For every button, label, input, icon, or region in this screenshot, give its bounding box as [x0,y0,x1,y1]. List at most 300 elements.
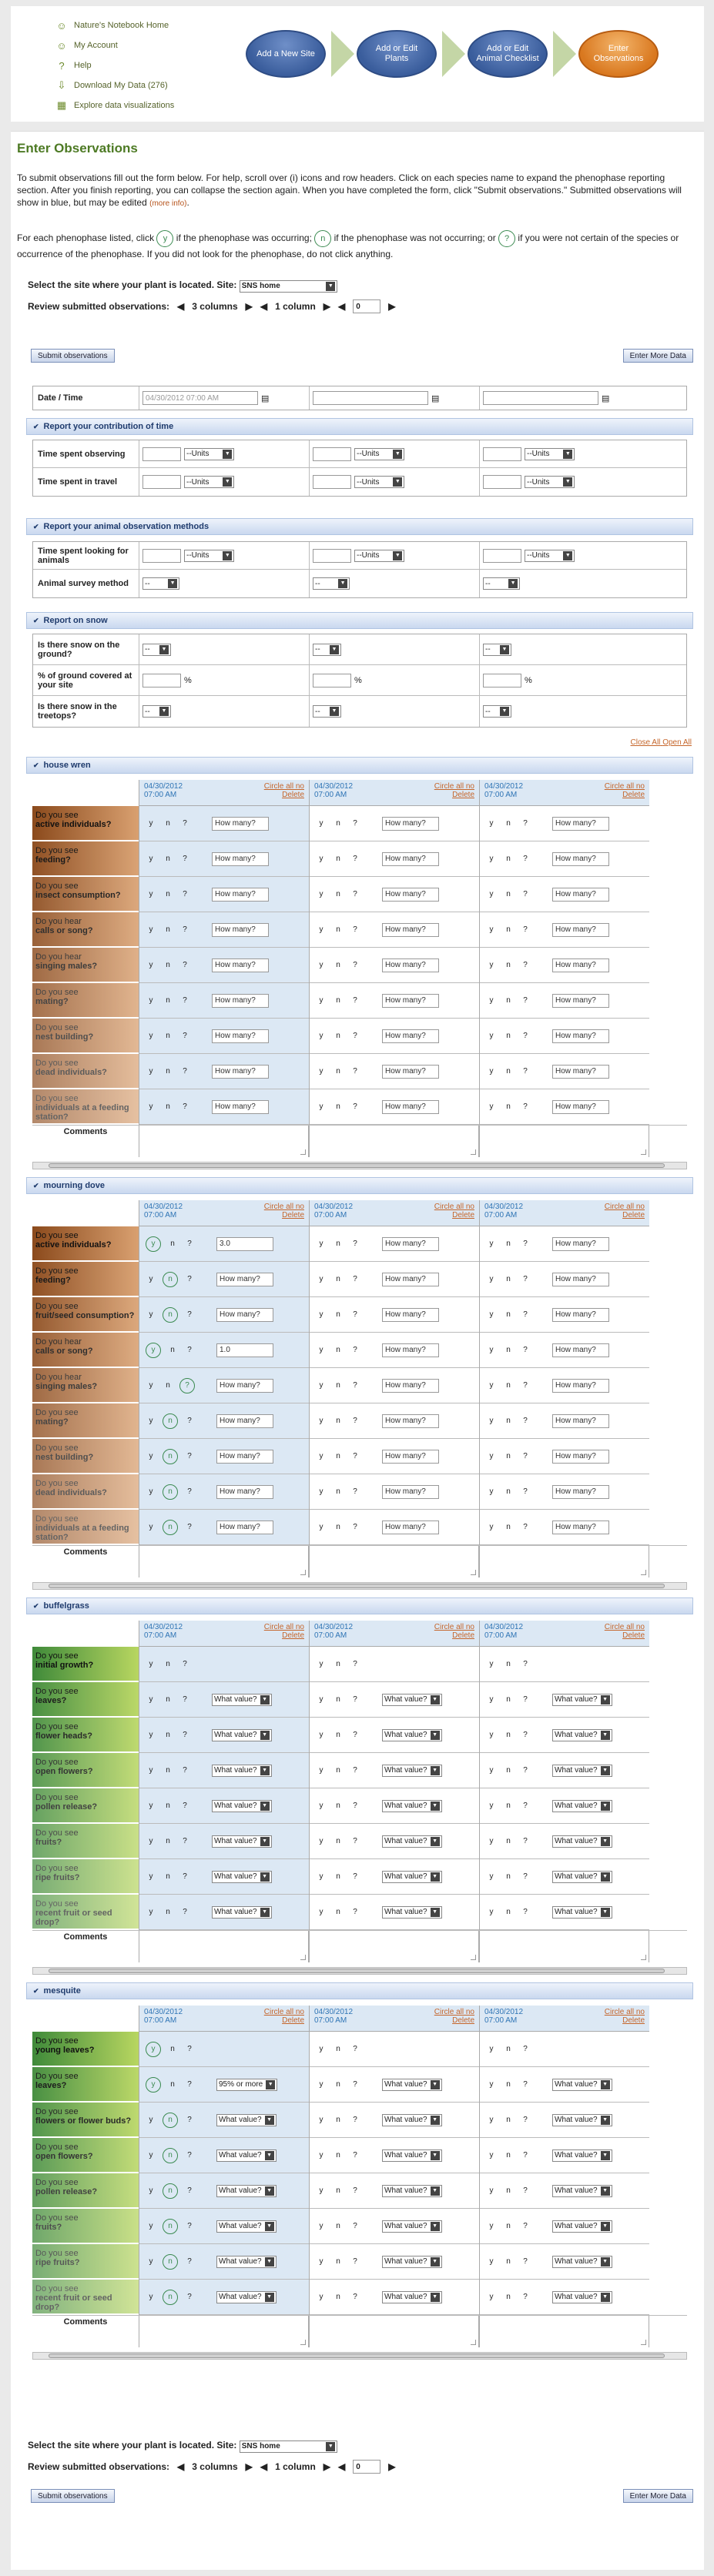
unsure-button[interactable]: ? [353,1310,357,1319]
yes-button[interactable]: y [149,2151,153,2159]
unsure-button[interactable]: ? [187,2186,192,2195]
phenophase-label[interactable] [32,1718,139,1753]
yes-button[interactable]: y [149,819,153,828]
unsure-button[interactable]: ? [353,2080,357,2089]
value-select[interactable] [212,1871,272,1883]
unsure-button[interactable]: ? [183,890,187,898]
no-button[interactable]: n [506,925,511,934]
section-header[interactable] [26,418,693,435]
how-many-input[interactable]: How many? [382,1273,439,1286]
no-button[interactable]: n [336,1695,340,1704]
no-button[interactable]: n [166,819,170,828]
no-button[interactable]: n [336,1346,340,1354]
how-many-input[interactable]: How many? [552,1485,609,1499]
unsure-button[interactable]: ? [523,1067,528,1076]
time-input[interactable] [483,447,521,461]
phenophase-label[interactable] [32,2280,139,2315]
unsure-button[interactable]: ? [183,996,187,1005]
no-button[interactable]: n [166,890,170,898]
unsure-button[interactable]: ? [353,1908,357,1916]
unsure-button[interactable]: ? [523,2222,528,2230]
time-input[interactable] [313,447,351,461]
units-select[interactable] [354,476,404,488]
how-many-input[interactable]: How many? [212,994,269,1008]
close-all-link[interactable]: Close All [630,738,661,747]
yes-button[interactable]: y [319,1032,323,1040]
next-icon[interactable]: ▶ [245,2461,253,2472]
snow-select[interactable] [483,644,511,656]
comments-textarea[interactable] [139,1126,309,1157]
value-select[interactable] [382,1800,442,1812]
offset-input[interactable]: 0 [353,2460,380,2474]
units-select[interactable] [354,550,404,562]
yes-button[interactable]: y [489,961,494,969]
value-select[interactable] [212,1765,272,1777]
next-icon[interactable]: ▶ [323,2461,331,2472]
units-select[interactable] [184,550,234,562]
value-select[interactable] [382,2220,442,2233]
next-icon[interactable]: ▶ [388,2461,396,2472]
scrollbar-thumb[interactable] [49,2354,665,2358]
yes-button[interactable]: y [149,1067,153,1076]
section-header[interactable] [26,612,693,629]
yes-button[interactable]: y [319,1766,323,1775]
unsure-button[interactable]: ? [187,1346,192,1354]
site-select[interactable] [240,2441,338,2453]
no-button[interactable]: n [163,1449,178,1464]
circle-all-no-link[interactable] [605,1203,645,1219]
how-many-input[interactable]: How many? [212,817,269,831]
yes-button[interactable]: y [489,1381,494,1390]
unsure-button[interactable]: ? [523,2045,528,2053]
yes-button[interactable]: y [319,2293,323,2301]
value-select[interactable] [382,1694,442,1706]
no-button[interactable]: n [506,1908,511,1916]
phenophase-label[interactable] [32,1682,139,1718]
delete-link[interactable]: Delete [452,1211,474,1219]
yes-button[interactable]: y [149,2116,153,2124]
prev-icon[interactable]: ◀ [177,301,185,312]
no-button[interactable]: n [163,2219,178,2234]
unsure-button[interactable]: ? [353,1452,357,1460]
how-many-input[interactable]: How many? [212,888,269,902]
unsure-button[interactable]: ? [523,1695,528,1704]
yes-button[interactable]: y [489,1523,494,1531]
yes-button[interactable]: y [146,2077,161,2093]
yes-button[interactable]: y [149,1766,153,1775]
no-button[interactable]: n [506,1067,511,1076]
no-button[interactable]: n [506,1766,511,1775]
yes-button[interactable]: y [149,1660,153,1668]
unsure-button[interactable]: ? [523,2116,528,2124]
phenophase-label[interactable] [32,806,139,841]
comments-textarea[interactable] [309,1126,479,1157]
no-button[interactable]: n [506,2045,511,2053]
unsure-button[interactable]: ? [353,2222,357,2230]
unsure-button[interactable]: ? [353,961,357,969]
no-button[interactable]: n [163,2290,178,2305]
no-button[interactable]: n [506,1802,511,1810]
datetime-input[interactable]: 04/30/2012 07:00 AM [142,391,258,405]
offset-input[interactable]: 0 [353,299,380,313]
calendar-icon[interactable]: ▤ [431,393,440,403]
value-select[interactable] [382,2114,442,2126]
yes-button[interactable]: y [489,819,494,828]
survey-method-select[interactable] [483,577,520,590]
unsure-button[interactable]: ? [353,2045,357,2053]
units-select[interactable] [525,550,575,562]
no-button[interactable]: n [336,1802,340,1810]
unsure-button[interactable]: ? [353,1766,357,1775]
unsure-button[interactable]: ? [353,1275,357,1283]
how-many-input[interactable]: How many? [552,994,609,1008]
yes-button[interactable]: y [149,1837,153,1845]
no-button[interactable]: n [163,2254,178,2270]
comments-textarea[interactable] [139,1546,309,1577]
horizontal-scrollbar[interactable] [32,1582,687,1590]
value-select[interactable] [382,2079,442,2091]
no-button[interactable]: n [506,890,511,898]
no-button[interactable]: n [506,1487,511,1496]
delete-link[interactable]: Delete [282,2016,304,2025]
how-many-input[interactable]: How many? [382,1065,439,1079]
datetime-input[interactable] [483,391,598,405]
value-select[interactable] [212,1835,272,1848]
value-select[interactable] [552,1871,612,1883]
yes-button[interactable]: y [149,1417,153,1425]
yes-button[interactable]: y [319,1487,323,1496]
yes-button[interactable]: y [489,855,494,863]
next-icon[interactable]: ▶ [323,301,331,312]
circle-all-no-link[interactable] [605,1623,645,1640]
how-many-input[interactable]: How many? [552,852,609,866]
delete-link[interactable]: Delete [282,791,304,799]
how-many-input[interactable]: How many? [216,1521,273,1534]
yes-button[interactable]: y [489,1908,494,1916]
value-select[interactable] [382,2291,442,2303]
unsure-button[interactable]: ? [523,1417,528,1425]
no-button[interactable]: n [506,819,511,828]
no-button[interactable]: n [506,2080,511,2089]
no-button[interactable]: n [166,1908,170,1916]
no-button[interactable]: n [336,925,340,934]
yes-button[interactable]: y [319,1452,323,1460]
circle-all-no-link[interactable] [434,1623,474,1640]
yes-button[interactable]: y [149,1032,153,1040]
comments-textarea[interactable] [139,2316,309,2347]
yes-button[interactable]: y [319,1872,323,1881]
how-many-input[interactable]: How many? [382,1029,439,1043]
unsure-button[interactable]: ? [183,1837,187,1845]
yes-button[interactable]: y [489,2116,494,2124]
unsure-button[interactable]: ? [523,1346,528,1354]
yes-button[interactable]: y [319,1310,323,1319]
no-button[interactable]: n [506,1417,511,1425]
yes-button[interactable]: y [149,1310,153,1319]
no-button[interactable]: n [166,1837,170,1845]
step-4[interactable] [575,23,662,85]
yes-button[interactable]: y [149,2293,153,2301]
unsure-button[interactable]: ? [187,1239,192,1248]
unsure-button[interactable]: ? [187,2151,192,2159]
phenophase-label[interactable] [32,2138,139,2173]
yes-button[interactable]: y [319,2116,323,2124]
how-many-input[interactable]: How many? [552,1450,609,1464]
no-button[interactable]: n [163,1484,178,1500]
unsure-button[interactable]: ? [523,2186,528,2195]
yes-button[interactable]: y [319,961,323,969]
unsure-button[interactable]: ? [523,1487,528,1496]
snow-select[interactable] [313,644,341,656]
no-button[interactable]: n [166,996,170,1005]
no-button[interactable]: n [336,1523,340,1531]
unsure-button[interactable]: ? [523,2257,528,2266]
no-button[interactable]: n [506,1837,511,1845]
no-button[interactable]: n [336,2186,340,2195]
unsure-button[interactable]: ? [187,1417,192,1425]
unsure-button[interactable]: ? [523,1731,528,1739]
phenophase-label[interactable] [32,1368,139,1403]
no-button[interactable]: n [336,855,340,863]
unsure-button[interactable]: ? [353,1239,357,1248]
yes-button[interactable]: y [149,1452,153,1460]
delete-link[interactable]: Delete [282,1631,304,1640]
how-many-input[interactable]: How many? [382,1450,439,1464]
unsure-button[interactable]: ? [183,1102,187,1111]
nav-link[interactable] [55,35,174,55]
phenophase-label[interactable] [32,1895,139,1930]
how-many-input[interactable]: How many? [382,817,439,831]
no-button[interactable]: n [506,2186,511,2195]
yes-button[interactable]: y [149,2257,153,2266]
value-select[interactable] [382,1765,442,1777]
unsure-button[interactable]: ? [353,1417,357,1425]
value-select[interactable] [552,2114,612,2126]
unsure-button[interactable]: ? [523,1310,528,1319]
value-select[interactable] [552,2256,612,2268]
yes-button[interactable]: y [489,1766,494,1775]
yes-button[interactable]: y [489,1731,494,1739]
yes-button[interactable]: y [319,1802,323,1810]
comments-textarea[interactable] [479,1546,649,1577]
how-many-input[interactable]: How many? [552,1343,609,1357]
yes-button[interactable]: y [319,1275,323,1283]
no-button[interactable]: n [336,1381,340,1390]
yes-button[interactable]: y [149,1381,153,1390]
how-many-input[interactable]: How many? [212,1100,269,1114]
snow-select[interactable] [142,644,171,656]
yes-button[interactable]: y [149,1695,153,1704]
no-button[interactable]: n [506,2293,511,2301]
how-many-input[interactable]: How many? [552,923,609,937]
prev-icon[interactable]: ◀ [177,2461,185,2472]
yes-button[interactable]: y [319,819,323,828]
how-many-input[interactable]: 1.0 [216,1343,273,1357]
no-button[interactable]: n [336,2151,340,2159]
next-icon[interactable]: ▶ [388,301,396,312]
yes-button[interactable]: y [319,996,323,1005]
how-many-input[interactable]: How many? [552,1065,609,1079]
unsure-button[interactable]: ? [183,1032,187,1040]
yes-button[interactable]: y [319,2151,323,2159]
unsure-button[interactable]: ? [353,2151,357,2159]
how-many-input[interactable]: 3.0 [216,1237,273,1251]
unsure-button[interactable]: ? [353,855,357,863]
phenophase-label[interactable] [32,1439,139,1474]
comments-textarea[interactable] [309,1931,479,1962]
how-many-input[interactable]: How many? [216,1450,273,1464]
no-button[interactable]: n [166,1802,170,1810]
unsure-button[interactable]: ? [523,961,528,969]
phenophase-label[interactable] [32,1403,139,1439]
unsure-button[interactable]: ? [187,2257,192,2266]
yes-button[interactable]: y [146,1236,161,1252]
circle-all-no-link[interactable] [605,782,645,799]
unsure-button[interactable]: ? [353,2257,357,2266]
units-select[interactable] [184,476,234,488]
unsure-button[interactable]: ? [353,2293,357,2301]
unsure-button[interactable]: ? [353,925,357,934]
unsure-button[interactable]: ? [187,2045,192,2053]
phenophase-label[interactable] [32,2173,139,2209]
how-many-input[interactable]: How many? [216,1485,273,1499]
value-select[interactable] [552,2079,612,2091]
delete-link[interactable]: Delete [452,1631,474,1640]
nav-link[interactable] [55,55,174,75]
no-button[interactable]: n [506,1310,511,1319]
how-many-input[interactable]: How many? [552,1273,609,1286]
value-select[interactable] [552,2220,612,2233]
unsure-button[interactable]: ? [353,1346,357,1354]
how-many-input[interactable]: How many? [552,1308,609,1322]
delete-link[interactable]: Delete [622,1631,645,1640]
how-many-input[interactable]: How many? [552,1100,609,1114]
how-many-input[interactable]: How many? [212,1029,269,1043]
how-many-input[interactable]: How many? [382,852,439,866]
submit-observations-button[interactable]: Submit observations [31,2489,115,2503]
no-button[interactable]: n [166,1731,170,1739]
phenophase-label[interactable] [32,1019,139,1054]
section-header[interactable] [26,518,693,535]
no-button[interactable]: n [163,1520,178,1535]
section-header[interactable] [26,1982,693,1999]
yes-button[interactable]: y [489,1452,494,1460]
unsure-button[interactable]: ? [523,890,528,898]
value-select[interactable] [212,1729,272,1741]
how-many-input[interactable]: How many? [382,1485,439,1499]
yes-button[interactable]: y [489,1487,494,1496]
no-button[interactable]: n [336,961,340,969]
yes-button[interactable]: y [319,1346,323,1354]
no-button[interactable]: n [166,925,170,934]
yes-button[interactable]: y [489,1275,494,1283]
unsure-button[interactable]: ? [523,1837,528,1845]
more-info-link[interactable]: (more info) [149,199,187,208]
no-button[interactable]: n [163,1272,178,1287]
time-input[interactable] [313,475,351,489]
unsure-button[interactable]: ? [187,2293,192,2301]
open-all-link[interactable]: Open All [662,738,692,747]
yes-button[interactable]: y [489,2151,494,2159]
unsure-button[interactable]: ? [183,925,187,934]
enter-more-data-button[interactable]: Enter More Data [623,349,693,363]
how-many-input[interactable]: How many? [382,1100,439,1114]
yes-button[interactable]: y [489,2186,494,2195]
unsure-button[interactable]: ? [523,855,528,863]
no-button[interactable]: n [166,1381,170,1390]
value-select[interactable] [382,2149,442,2162]
delete-link[interactable]: Delete [622,2016,645,2025]
no-button[interactable]: n [166,1766,170,1775]
units-select[interactable] [525,476,575,488]
phenophase-label[interactable] [32,1859,139,1895]
value-select[interactable] [552,1765,612,1777]
no-button[interactable]: n [166,1067,170,1076]
percent-input[interactable] [313,674,351,687]
unsure-button[interactable]: ? [523,2293,528,2301]
how-many-input[interactable]: How many? [552,1029,609,1043]
units-select[interactable] [354,448,404,460]
unsure-button[interactable]: ? [523,1102,528,1111]
no-button[interactable]: n [506,1695,511,1704]
no-button[interactable]: n [163,1413,178,1429]
unsure-button[interactable]: ? [353,1067,357,1076]
horizontal-scrollbar[interactable] [32,1967,687,1975]
unsure-button[interactable]: ? [353,1731,357,1739]
no-button[interactable]: n [506,1032,511,1040]
how-many-input[interactable]: How many? [212,852,269,866]
no-button[interactable]: n [506,1102,511,1111]
unsure-button[interactable]: ? [187,1487,192,1496]
no-button[interactable]: n [506,2222,511,2230]
unsure-button[interactable]: ? [183,1660,187,1668]
no-button[interactable]: n [166,1872,170,1881]
datetime-input[interactable] [313,391,428,405]
value-select[interactable] [382,1871,442,1883]
unsure-button[interactable]: ? [353,2186,357,2195]
unsure-button[interactable]: ? [183,1067,187,1076]
yes-button[interactable]: y [319,890,323,898]
step-2[interactable] [353,23,441,85]
circle-all-no-link[interactable] [264,1623,304,1640]
value-select[interactable] [552,1729,612,1741]
unsure-button[interactable]: ? [353,890,357,898]
no-button[interactable]: n [506,1660,511,1668]
comments-textarea[interactable] [309,2316,479,2347]
unsure-button[interactable]: ? [187,1310,192,1319]
how-many-input[interactable]: How many? [382,1237,439,1251]
value-select[interactable] [216,2149,277,2162]
value-select[interactable] [552,1694,612,1706]
unsure-button[interactable]: ? [523,819,528,828]
unsure-button[interactable]: ? [523,1239,528,1248]
no-button[interactable]: n [506,961,511,969]
no-button[interactable]: n [336,1452,340,1460]
how-many-input[interactable]: How many? [382,1379,439,1393]
unsure-button[interactable]: ? [353,2116,357,2124]
yes-button[interactable]: y [489,2293,494,2301]
delete-link[interactable]: Delete [452,2016,474,2025]
unsure-button[interactable]: ? [523,1802,528,1810]
value-select[interactable] [382,2256,442,2268]
how-many-input[interactable]: How many? [382,994,439,1008]
no-button[interactable]: n [170,1239,175,1248]
no-button[interactable]: n [506,1523,511,1531]
yes-button[interactable]: y [146,2042,161,2057]
snow-select[interactable] [313,705,341,718]
enter-more-data-button[interactable]: Enter More Data [623,2489,693,2503]
unsure-button[interactable]: ? [353,1872,357,1881]
